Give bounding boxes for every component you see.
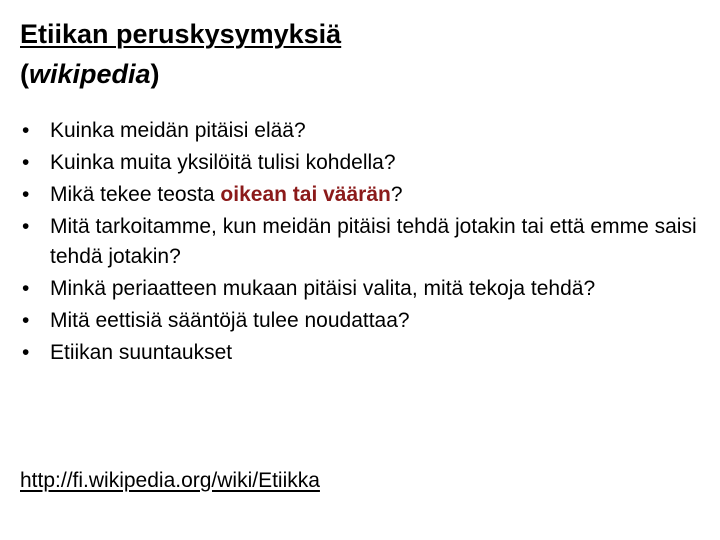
bullet-icon: • — [22, 341, 30, 364]
bullet-icon: • — [22, 119, 30, 142]
bullet-icon: • — [22, 215, 30, 238]
list-item — [20, 338, 700, 368]
title-paren-close: ) — [150, 59, 160, 89]
bullet-icon: • — [22, 151, 30, 174]
list-item-text: Kuinka muita yksilöitä tulisi kohdella? — [50, 151, 396, 174]
bullet-icon: • — [22, 309, 30, 332]
list-item-text: Kuinka meidän pitäisi elää? — [50, 119, 306, 142]
slide-title — [20, 14, 341, 94]
list-item-text — [50, 180, 700, 210]
list-item-text: Minkä periaatteen mukaan pitäisi valita, mitä tekoja tehdä? — [50, 277, 596, 300]
bullet-icon: • — [22, 183, 30, 206]
question-list — [20, 116, 700, 370]
wikipedia-link[interactable]: http://fi.wikipedia.org/wiki/Etiikka — [20, 469, 320, 492]
list-item-text: Mitä tarkoitamme, kun meidän pitäisi tehdä jotakin tai että emme saisi tehdä jotakin? — [50, 215, 697, 268]
list-item-text-post: ? — [390, 183, 403, 206]
list-item-text: Mitä eettisiä sääntöjä tulee noudattaa? — [50, 309, 410, 332]
title-source-italic: wikipedia — [29, 59, 151, 89]
title-paren-open: ( — [20, 59, 29, 89]
list-item-text-pre: Mikä tekee teosta — [50, 183, 221, 206]
list-item — [20, 274, 700, 304]
list-item — [20, 148, 700, 178]
list-item — [20, 180, 700, 210]
emphasis-text: oikean tai väärän — [220, 183, 391, 206]
title-line-1: Etiikan peruskysymyksiä — [20, 19, 342, 49]
bullet-icon: • — [22, 277, 30, 300]
title-line-2 — [20, 54, 341, 94]
list-item — [20, 116, 700, 146]
list-item — [20, 306, 700, 336]
list-item — [20, 212, 700, 272]
list-item-text: Etiikan suuntaukset — [50, 341, 233, 364]
